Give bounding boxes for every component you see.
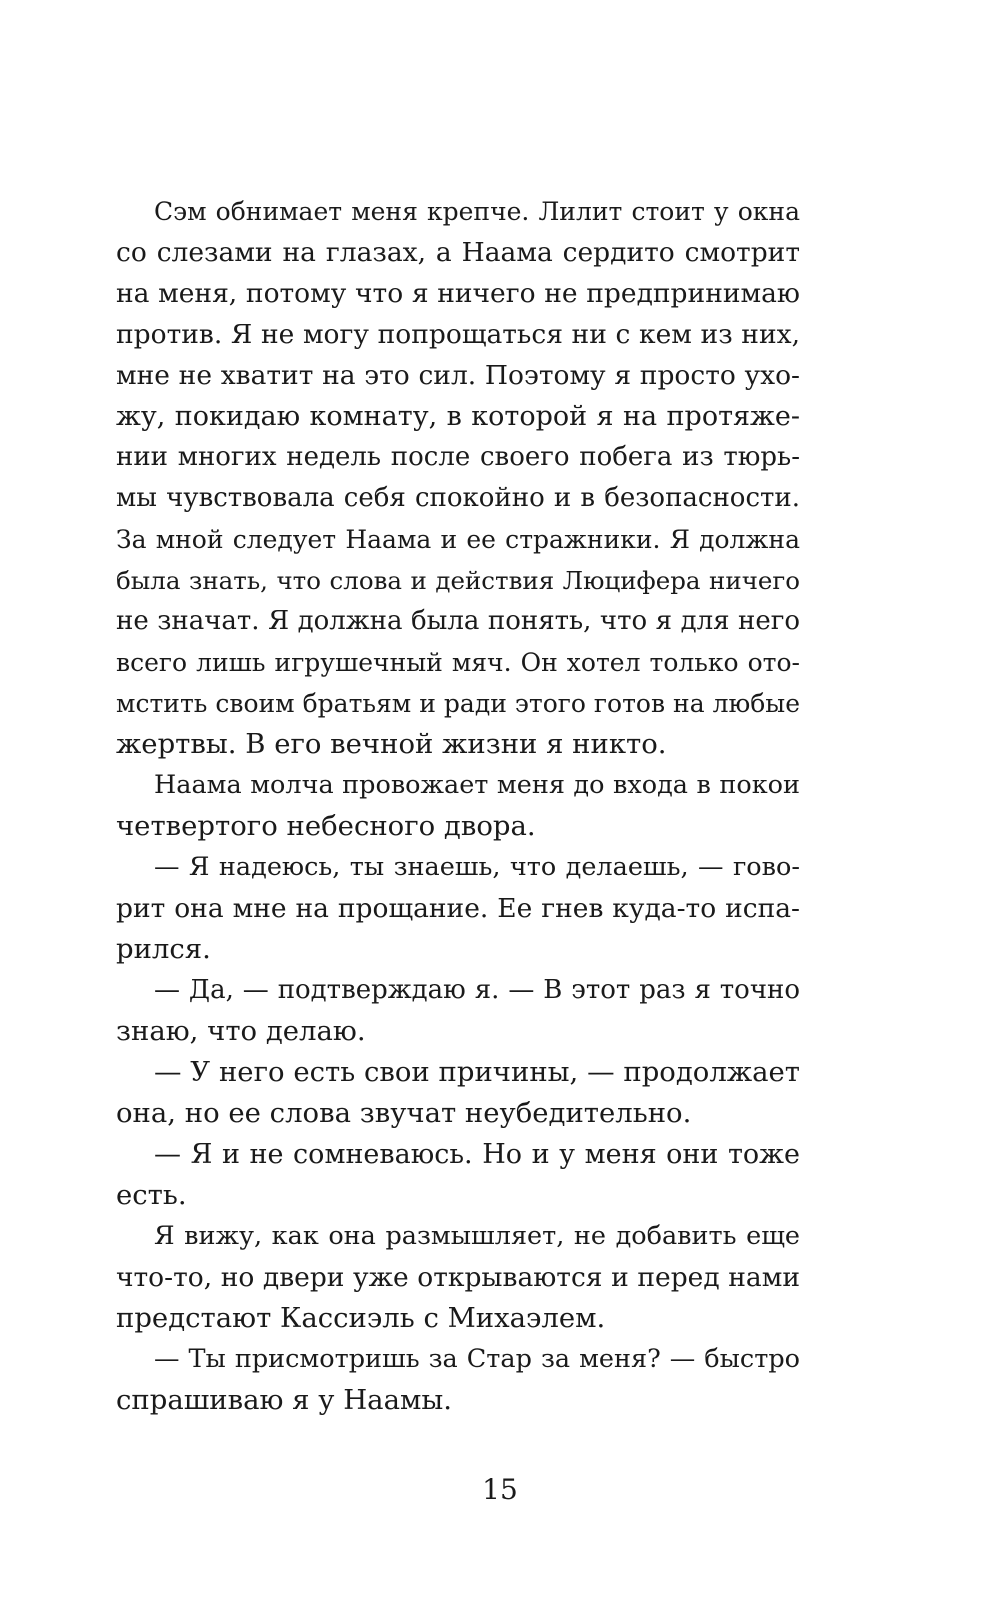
- text-line: мы чувствовала себя спокойно и в безопасности.: [116, 483, 800, 513]
- text-line: — Да, — подтверждаю я. — В этот раз я точно: [154, 975, 800, 1005]
- text-line: Наама молча провожает меня до входа в покои: [154, 770, 800, 800]
- text-line: что-то, но двери уже открываются и перед нами: [116, 1262, 800, 1293]
- text-line: не значат. Я должна была понять, что я для него: [116, 606, 800, 636]
- text-line: четвертого небесного двора.: [116, 810, 536, 842]
- text-line: всего лишь игрушечный мяч. Он хотел только ото-: [116, 648, 800, 677]
- text-line: жертвы. В его вечной жизни я никто.: [116, 728, 667, 760]
- text-line: против. Я не могу попрощаться ни с кем из них,: [116, 319, 800, 350]
- text-line: — Я и не сомневаюсь. Но и у меня они тоже: [154, 1139, 800, 1170]
- text-line: За мной следует Наама и ее стражники. Я должна: [116, 525, 800, 554]
- text-line: предстают Кассиэль с Михаэлем.: [116, 1302, 606, 1334]
- text-line: спрашиваю я у Наамы.: [116, 1384, 452, 1416]
- text-line: мстить своим братьям и ради этого готов на любые: [116, 689, 800, 718]
- text-line: рит она мне на прощание. Ее гнев куда-то испа-: [116, 893, 800, 924]
- text-line: нии многих недель после своего побега из тюрь-: [116, 442, 800, 472]
- text-line: она, но ее слова звучат неубедительно.: [116, 1097, 692, 1129]
- text-line: есть.: [116, 1179, 187, 1211]
- page-number: 15: [482, 1473, 518, 1506]
- body-text: [116, 191, 800, 1421]
- text-line: знаю, что делаю.: [116, 1015, 366, 1047]
- text-line: — У него есть свои причины, — продолжает: [154, 1056, 800, 1088]
- text-line: Сэм обнимает меня крепче. Лилит стоит у окна: [154, 197, 800, 226]
- text-line: мне не хватит на это сил. Поэтому я просто ухо-: [116, 360, 800, 391]
- text-line: — Ты присмотришь за Стар за меня? — быстро: [154, 1344, 800, 1374]
- text-line: со слезами на глазах, а Наама сердито смотрит: [116, 237, 800, 268]
- text-line: рился.: [116, 933, 211, 965]
- text-line: жу, покидаю комнату, в которой я на протяже-: [116, 401, 800, 432]
- text-line: — Я надеюсь, ты знаешь, что делаешь, — гово-: [154, 852, 800, 882]
- text-line: была знать, что слова и действия Люцифера ничего: [116, 566, 800, 595]
- text-line: Я вижу, как она размышляет, не добавить еще: [154, 1221, 800, 1251]
- text-line: на меня, потому что я ничего не предпринимаю: [116, 278, 800, 309]
